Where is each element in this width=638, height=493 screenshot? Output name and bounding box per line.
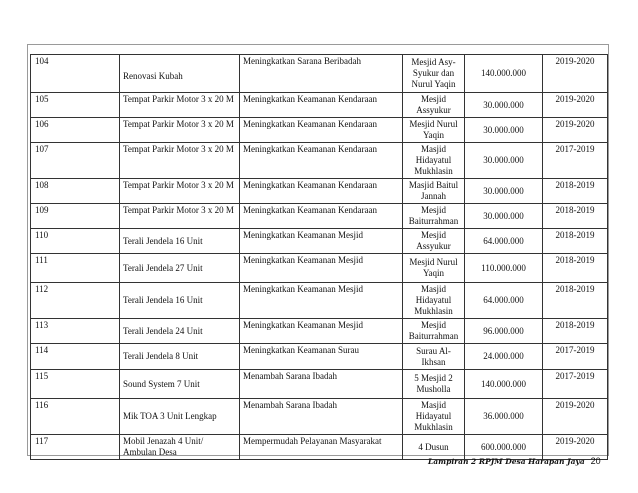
location-cell: Mesjid Baiturrahman: [403, 204, 465, 229]
purpose-cell: Menambah Sarana Ibadah: [240, 399, 403, 435]
table-row: [31, 254, 608, 283]
table-row: [31, 118, 608, 143]
activity-cell: Tempat Parkir Motor 3 x 20 M: [120, 143, 240, 179]
cost-cell: 30.000.000: [465, 179, 543, 204]
cost-cell: 30.000.000: [465, 118, 543, 143]
table-row: [31, 229, 608, 254]
location-cell: Mesjid Nurul Yaqin: [403, 118, 465, 143]
cost-cell: 64.000.000: [465, 283, 543, 319]
cost-cell: 600.000.000: [465, 435, 543, 460]
program-table: [30, 54, 608, 460]
purpose-cell: Mempermudah Pelayanan Masyarakat: [240, 435, 403, 460]
year-cell: 2017-2019: [543, 344, 608, 370]
purpose-cell: Meningkatkan Keamanan Surau: [240, 344, 403, 370]
purpose-cell: Meningkatkan Keamanan Mesjid: [240, 283, 403, 319]
cost-cell: 36.000.000: [465, 399, 543, 435]
table-row: [31, 204, 608, 229]
location-cell: Masjid Hidayatul Mukhlasin: [403, 143, 465, 179]
year-cell: 2018-2019: [543, 283, 608, 319]
year-cell: 2019-2020: [543, 93, 608, 118]
location-cell: Masjid Baitul Jannah: [403, 179, 465, 204]
row-number: 114: [31, 344, 120, 370]
row-number: 107: [31, 143, 120, 179]
row-number: 109: [31, 204, 120, 229]
row-number: 108: [31, 179, 120, 204]
cost-cell: 96.000.000: [465, 319, 543, 344]
table-row: [31, 344, 608, 370]
row-number: 104: [31, 55, 120, 93]
activity-cell: Renovasi Kubah: [120, 55, 240, 93]
purpose-cell: Meningkatkan Keamanan Kendaraan: [240, 179, 403, 204]
row-number: 105: [31, 93, 120, 118]
year-cell: 2018-2019: [543, 204, 608, 229]
table-row: [31, 283, 608, 319]
row-number: 110: [31, 229, 120, 254]
year-cell: 2019-2020: [543, 55, 608, 93]
year-cell: 2019-2020: [543, 399, 608, 435]
activity-cell: Terali Jendela 16 Unit: [120, 283, 240, 319]
location-cell: Mesjid Nurul Yaqin: [403, 254, 465, 283]
location-cell: 5 Mesjid 2 Musholla: [403, 370, 465, 399]
page-footer: [428, 456, 601, 467]
table-row: [31, 143, 608, 179]
row-number: 106: [31, 118, 120, 143]
table-row: [31, 370, 608, 399]
activity-cell: Terali Jendela 16 Unit: [120, 229, 240, 254]
cost-cell: 30.000.000: [465, 204, 543, 229]
purpose-cell: Meningkatkan Keamanan Kendaraan: [240, 93, 403, 118]
page-number: 20: [590, 456, 601, 466]
row-number: 113: [31, 319, 120, 344]
purpose-cell: Meningkatkan Keamanan Kendaraan: [240, 204, 403, 229]
year-cell: 2018-2019: [543, 254, 608, 283]
year-cell: 2018-2019: [543, 179, 608, 204]
cost-cell: 140.000.000: [465, 55, 543, 93]
location-cell: Mesjid Asy-Syukur dan Nurul Yaqin: [403, 55, 465, 93]
activity-cell: Tempat Parkir Motor 3 x 20 M: [120, 204, 240, 229]
location-cell: Mesjid Baiturrahman: [403, 319, 465, 344]
table-row: [31, 179, 608, 204]
year-cell: 2017-2019: [543, 370, 608, 399]
cost-cell: 64.000.000: [465, 229, 543, 254]
table-row: [31, 93, 608, 118]
cost-cell: 30.000.000: [465, 93, 543, 118]
activity-cell: Mik TOA 3 Unit Lengkap: [120, 399, 240, 435]
purpose-cell: Meningkatkan Sarana Beribadah: [240, 55, 403, 93]
location-cell: Surau Al-Ikhsan: [403, 344, 465, 370]
activity-cell: Mobil Jenazah 4 Unit/ Ambulan Desa: [120, 435, 240, 460]
location-cell: 4 Dusun: [403, 435, 465, 460]
row-number: 112: [31, 283, 120, 319]
activity-cell: Tempat Parkir Motor 3 x 20 M: [120, 179, 240, 204]
year-cell: 2017-2019: [543, 143, 608, 179]
purpose-cell: Menambah Sarana Ibadah: [240, 370, 403, 399]
purpose-cell: Meningkatkan Keamanan Mesjid: [240, 254, 403, 283]
table-row: [31, 55, 608, 93]
activity-cell: Terali Jendela 8 Unit: [120, 344, 240, 370]
table-row: [31, 399, 608, 435]
year-cell: 2019-2020: [543, 118, 608, 143]
row-number: 111: [31, 254, 120, 283]
cost-cell: 24.000.000: [465, 344, 543, 370]
activity-cell: Terali Jendela 24 Unit: [120, 319, 240, 344]
location-cell: Mesjid Assyukur: [403, 93, 465, 118]
location-cell: Masjid Hidayatul Mukhlasin: [403, 283, 465, 319]
year-cell: 2018-2019: [543, 229, 608, 254]
activity-cell: Terali Jendela 27 Unit: [120, 254, 240, 283]
location-cell: Mesjid Assyukur: [403, 229, 465, 254]
cost-cell: 110.000.000: [465, 254, 543, 283]
year-cell: 2018-2019: [543, 319, 608, 344]
year-cell: 2019-2020: [543, 435, 608, 460]
activity-cell: Tempat Parkir Motor 3 x 20 M: [120, 118, 240, 143]
location-cell: Masjid Hidayatul Mukhlasin: [403, 399, 465, 435]
row-number: 115: [31, 370, 120, 399]
purpose-cell: Meningkatkan Keamanan Kendaraan: [240, 118, 403, 143]
cost-cell: 30.000.000: [465, 143, 543, 179]
row-number: 117: [31, 435, 120, 460]
purpose-cell: Meningkatkan Keamanan Mesjid: [240, 319, 403, 344]
table-row: [31, 319, 608, 344]
purpose-cell: Meningkatkan Keamanan Kendaraan: [240, 143, 403, 179]
cost-cell: 140.000.000: [465, 370, 543, 399]
activity-cell: Tempat Parkir Motor 3 x 20 M: [120, 93, 240, 118]
row-number: 116: [31, 399, 120, 435]
purpose-cell: Meningkatkan Keamanan Mesjid: [240, 229, 403, 254]
activity-cell: Sound System 7 Unit: [120, 370, 240, 399]
footer-label: Lampiran 2 RPJM Desa Harapan Jaya: [428, 457, 585, 466]
